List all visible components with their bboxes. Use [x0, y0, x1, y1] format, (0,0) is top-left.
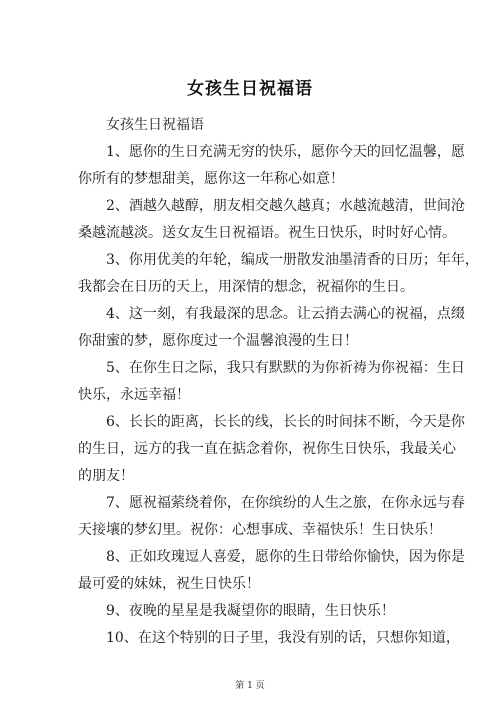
paragraph [78, 490, 465, 544]
paragraph [78, 409, 465, 490]
paragraph-line: 7、愿祝福萦绕着你，在你缤纷的人生之旅，在你永远与春 [106, 495, 465, 511]
paragraph [78, 139, 465, 193]
document-body [78, 112, 479, 652]
paragraph [78, 355, 465, 409]
paragraph-line: 8、正如玫瑰逗人喜爱，愿你的生日带给你愉快，因为你是 [106, 549, 465, 565]
paragraph-line: 天接壤的梦幻里。祝你：心想事成、幸福快乐！生日快乐！ [78, 522, 442, 538]
paragraph-line: 5、在你生日之际，我只有默默的为你祈祷为你祝福：生日 [106, 360, 465, 376]
paragraph-line: 6、长长的距离，长长的线，长长的时间抹不断，今天是你 [106, 414, 465, 430]
paragraph-line: 2、酒越久越醇，朋友相交越久越真；水越流越清，世间沧 [106, 198, 465, 214]
paragraph-line: 你所有的梦想甜美，愿你这一年称心如意！ [78, 171, 344, 187]
document-title: 女孩生日祝福语 [187, 79, 313, 99]
page-number: 第 1 页 [235, 681, 265, 691]
paragraph-list [78, 139, 479, 652]
paragraph [78, 193, 465, 247]
document-subtitle: 女孩生日祝福语 [106, 117, 204, 133]
paragraph-line: 我都会在日历的天上，用深情的想念，祝福你的生日。 [78, 279, 414, 295]
paragraph-line: 3、你用优美的年轮，编成一册散发油墨清香的日历；年年， [106, 252, 479, 268]
paragraph-line: 的朋友！ [78, 468, 134, 484]
paragraph-line: 9、夜晚的星星是我凝望你的眼睛，生日快乐！ [106, 603, 395, 619]
paragraph [78, 301, 465, 355]
paragraph-line: 4、这一刻，有我最深的思念。让云捎去满心的祝福，点缀 [106, 306, 465, 322]
paragraph-line: 你甜蜜的梦，愿你度过一个温馨浪漫的生日！ [78, 333, 358, 349]
paragraph-line: 桑越流越淡。送女友生日祝福语。祝生日快乐，时时好心情。 [78, 225, 456, 241]
paragraph-line: 最可爱的妹妹，祝生日快乐！ [78, 576, 260, 592]
paragraph-line: 1、愿你的生日充满无穷的快乐，愿你今天的回忆温馨，愿 [106, 144, 465, 160]
paragraph [78, 247, 479, 301]
paragraph [78, 625, 460, 652]
paragraph-line: 的生日，远方的我一直在掂念着你，祝你生日快乐，我最关心 [78, 441, 456, 457]
paragraph [78, 544, 465, 598]
paragraph-line: 快乐，永远幸福！ [78, 387, 190, 403]
paragraph-line: 10、在这个特别的日子里，我没有别的话，只想你知道， [106, 630, 460, 646]
paragraph [78, 598, 430, 625]
